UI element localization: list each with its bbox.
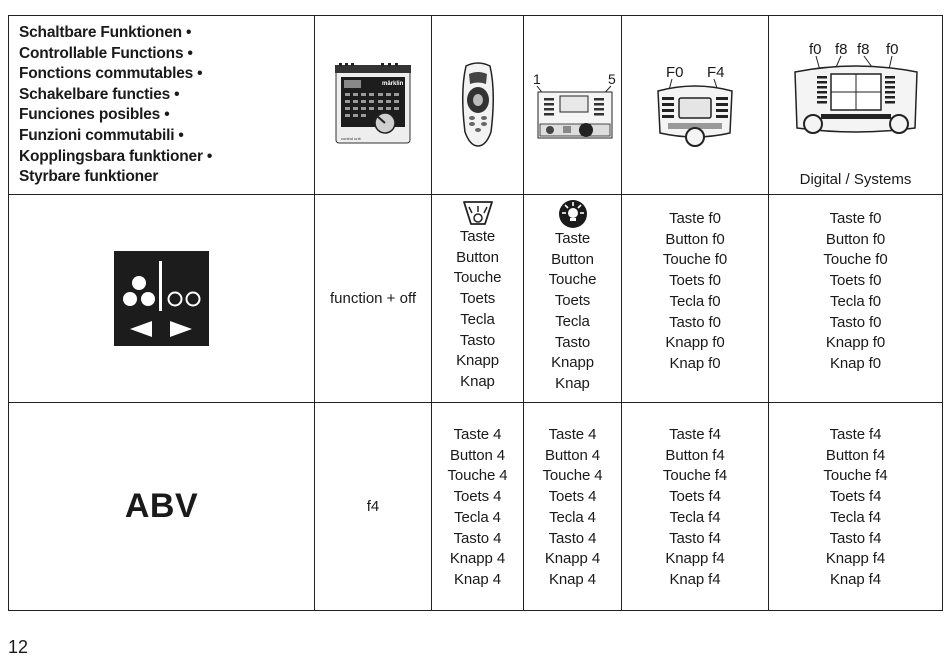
cs-light-cell <box>769 195 943 403</box>
button-term: Knapp f4 <box>825 550 886 568</box>
button-term: Button <box>456 248 499 266</box>
mobile-station-light-list <box>432 227 523 393</box>
button-term: Button <box>551 250 594 268</box>
light-function-row <box>9 195 943 403</box>
mobile-station-abv-list <box>432 425 523 591</box>
ms2-light-list <box>622 209 768 375</box>
button-term: Tecla f0 <box>669 292 721 310</box>
button-term: Taste f0 <box>669 210 721 227</box>
handheld-remote-icon <box>458 62 498 148</box>
light-bulb-icon <box>556 199 590 229</box>
button-term: Button f4 <box>825 446 886 464</box>
mobile-station-2-device-cell <box>622 16 769 195</box>
button-term: Taste <box>554 230 591 247</box>
svg-text:5: 5 <box>607 71 616 87</box>
svg-text:F4: F4 <box>707 64 725 81</box>
ms1-light-cell <box>524 195 622 403</box>
button-term: Knap f4 <box>669 570 721 588</box>
ms1-abv-list <box>524 425 621 591</box>
language-list <box>19 23 314 188</box>
button-term: Tecla f4 <box>669 508 721 526</box>
cs-abv-list <box>769 425 942 591</box>
central-station-icon <box>791 42 921 146</box>
button-term: Knapp <box>551 354 594 372</box>
button-term: Knapp 4 <box>449 550 506 568</box>
button-term: Tecla 4 <box>454 508 501 526</box>
svg-text:control unit: control unit <box>341 136 361 141</box>
button-term: Knapp f4 <box>665 550 725 568</box>
ms2-abv-list <box>622 425 768 591</box>
button-term: Tecla f4 <box>830 508 881 526</box>
abv-function-row <box>9 403 943 611</box>
light-function-symbol-icon <box>114 251 209 346</box>
light-symbol-cell <box>9 195 315 403</box>
button-term: Button f4 <box>665 446 725 464</box>
language-label: Kopplingsbara funktioner • <box>19 147 213 165</box>
button-term: Toets <box>459 290 496 308</box>
abv-symbol: ABV <box>9 403 315 611</box>
button-term: Tecla <box>555 312 590 330</box>
ms1-abv-cell <box>524 403 622 611</box>
button-term: Tasto f4 <box>829 529 882 547</box>
button-term: Knapp 4 <box>544 550 601 568</box>
button-term: Knap f0 <box>669 354 721 372</box>
button-term: Toets <box>554 292 591 310</box>
mobile-station-2-icon <box>650 61 740 149</box>
button-term: Touche f4 <box>662 467 728 485</box>
button-term: Toets 4 <box>453 488 502 506</box>
ms2-abv-cell <box>622 403 769 611</box>
button-term: Toets f0 <box>829 272 882 290</box>
svg-text:märklin: märklin <box>382 81 404 87</box>
button-term: Knapp <box>456 352 499 370</box>
button-term: Toets f0 <box>669 272 721 290</box>
button-term: Tasto 4 <box>548 529 597 547</box>
language-label: Controllable Functions • <box>19 44 193 62</box>
button-term: Taste f4 <box>669 426 721 443</box>
button-term: Touche <box>548 271 597 289</box>
language-label: Funzioni commutabili • <box>19 126 184 144</box>
control-unit-device-cell <box>315 16 432 195</box>
headlight-icon <box>461 199 495 227</box>
button-term: Tasto <box>554 333 591 351</box>
functions-table <box>8 15 943 611</box>
svg-text:1: 1 <box>532 71 541 87</box>
languages-cell <box>9 16 315 195</box>
language-label: Schakelbare functies • <box>19 85 180 103</box>
button-term: Tecla <box>460 310 495 328</box>
cs-abv-cell <box>769 403 943 611</box>
language-label: Schaltbare Funktionen • <box>19 24 192 41</box>
button-term: Tasto <box>459 331 496 349</box>
systems-caption: Digital / Systems <box>799 171 912 188</box>
mobile-station-1-device-cell <box>524 16 622 195</box>
button-term: Toets f4 <box>829 488 882 506</box>
svg-text:f8: f8 <box>856 42 870 58</box>
svg-text:f8: f8 <box>834 42 848 58</box>
button-term: Button 4 <box>544 446 601 464</box>
button-term: Knapp f0 <box>825 334 886 352</box>
button-term: Toets f4 <box>669 488 721 506</box>
button-term: Knapp f0 <box>665 334 725 352</box>
language-label: Funciones posibles • <box>19 106 170 124</box>
button-term: Toets 4 <box>548 488 597 506</box>
ms2-light-cell <box>622 195 769 403</box>
mobile-station-device-cell <box>432 16 524 195</box>
button-term: Taste 4 <box>453 426 502 443</box>
button-term: Taste <box>459 228 496 245</box>
button-term: Knap f4 <box>829 570 881 588</box>
button-term: Touche f0 <box>823 251 888 269</box>
mobile-station-light-cell <box>432 195 524 403</box>
button-term: Knap <box>460 372 495 390</box>
button-term: Knap 4 <box>549 570 596 588</box>
button-term: Tasto f0 <box>829 313 882 331</box>
language-label: Fonctions commutables • <box>19 65 203 83</box>
button-term: Touche f0 <box>662 251 728 269</box>
button-term: Knap <box>555 374 590 392</box>
button-term: Tasto f0 <box>669 313 721 331</box>
cs-light-list <box>769 209 942 375</box>
mobile-station-abv-cell <box>432 403 524 611</box>
button-term: Taste f0 <box>829 210 882 227</box>
header-row <box>9 16 943 195</box>
mobile-station-icon <box>528 70 618 140</box>
button-term: Knap 4 <box>454 570 501 588</box>
button-term: Tasto f4 <box>669 529 721 547</box>
button-term: Touche <box>453 269 502 287</box>
button-term: Tecla 4 <box>549 508 596 526</box>
control-unit-light-cell: function + off <box>315 195 432 403</box>
page-number: 12 <box>8 637 29 657</box>
button-term: Button f0 <box>665 230 725 248</box>
button-term: Touche 4 <box>542 467 603 485</box>
ms1-light-list <box>524 229 621 395</box>
language-label: Styrbare funktioner <box>19 168 159 186</box>
control-unit-icon <box>333 63 413 147</box>
button-term: Taste f4 <box>829 426 882 443</box>
svg-text:f0: f0 <box>808 42 822 58</box>
button-term: Taste 4 <box>548 426 597 443</box>
button-term: Button f0 <box>825 230 886 248</box>
button-term: Touche 4 <box>447 467 508 485</box>
central-station-device-cell <box>769 16 943 195</box>
svg-text:F0: F0 <box>666 64 684 81</box>
button-term: Button 4 <box>449 446 506 464</box>
control-unit-abv-cell: f4 <box>315 403 432 611</box>
button-term: Knap f0 <box>829 354 881 372</box>
button-term: Tecla f0 <box>830 292 881 310</box>
button-term: Touche f4 <box>823 467 888 485</box>
button-term: Tasto 4 <box>453 529 502 547</box>
svg-text:f0: f0 <box>885 42 899 58</box>
